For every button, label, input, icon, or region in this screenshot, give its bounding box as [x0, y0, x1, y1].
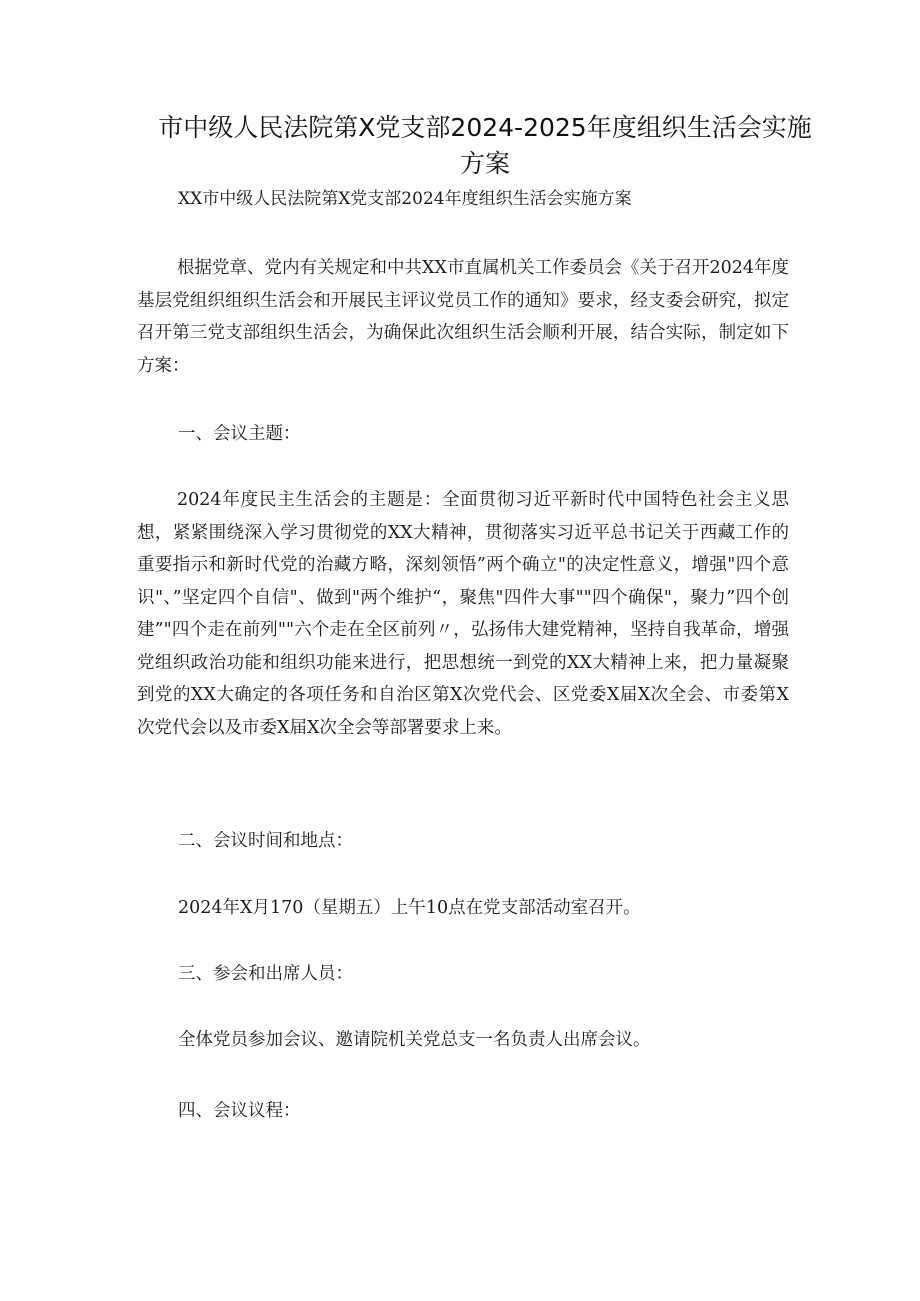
intro-paragraph: 根据党章、党内有关规定和中共XX市直属机关工作委员会《关于召开2024年度基层党组织组织生活会和开展民主评议党员工作的通知》要求，经支委会研究，拟定召开第三党支部组织生活会，为确保此次组织生活会顺利开展，结合实际，制定如下方案： [137, 258, 789, 376]
section-content-time-place: 2024年X月170（星期五）上午10点在党支部活动室召开。 [178, 898, 641, 918]
section-heading-agenda: 四、会议议程： [178, 1101, 301, 1121]
section-content-theme: 2024年度民主生活会的主题是：全面贯彻习近平新时代中国特色社会主义思想，紧紧围绕深入学习贯彻党的XX大精神，贯彻落实习近平总书记关于西藏工作的重要指示和新时代党的治藏方略，深刻领悟”两个确立"的决定性意义，增强"四个意识"、”坚定四个自信"、做到"两个维护“，聚焦"四件大事""四个确保"，聚力”四个创建”"四个走在前列""六个走在全区前列〃，弘扬伟大建党精神，坚持自我革命，增强党组织政治功能和组织功能来进行，把思想统一到党的XX大精神上来，把力量凝聚到党的XX大确定的各项任务和自治区第X次党代会、区党委X届X次全会、市委第X次党代会以及市委X届X次全会等部署要求上来。 [137, 490, 789, 738]
section-heading-theme: 一、会议主题： [178, 424, 301, 444]
section-heading-time-place: 二、会议时间和地点： [178, 831, 353, 851]
document-subtitle: XX市中级人民法院第X党支部2024年度组织生活会实施方案 [178, 189, 632, 209]
document-title: 市中级人民法院第X党支部2024-2025年度组织生活会实施方案 [158, 113, 812, 178]
section-heading-attendees: 三、参会和出席人员： [178, 964, 353, 984]
section-content-attendees: 全体党员参加会议、邀请院机关党总支一名负责人出席会议。 [178, 1030, 651, 1050]
